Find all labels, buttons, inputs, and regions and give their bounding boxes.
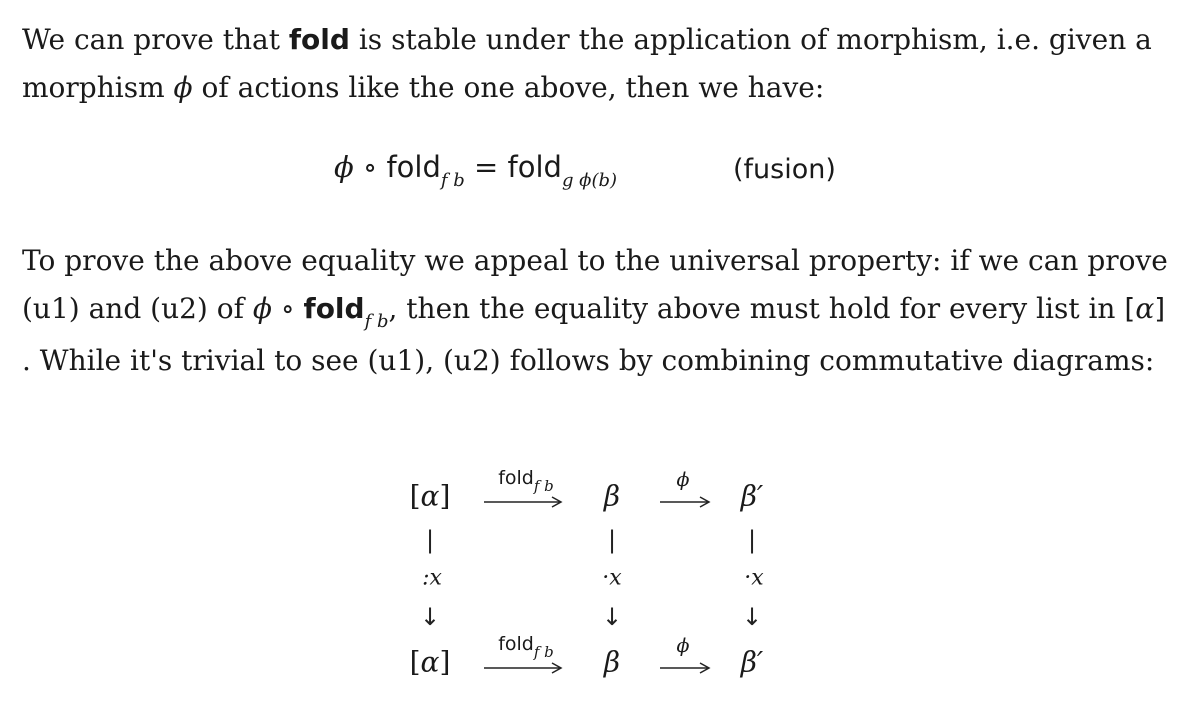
arrow-bottom-phi — [660, 662, 712, 674]
vertical-left-label: :x — [422, 565, 442, 591]
node-bottom-beta-prime: β′ — [740, 645, 764, 679]
proof-fold-sub: f b — [364, 311, 389, 332]
equation-tag: (fusion) — [733, 154, 836, 185]
node-bottom-list: [α] — [409, 645, 451, 679]
eq-fold-right: fold — [507, 150, 562, 184]
vertical-left-arrow: ↓ — [419, 603, 441, 631]
node-bottom-beta: β — [603, 645, 621, 679]
vertical-right-label: ·x — [744, 565, 764, 591]
arrow-top-fold-sub: f b — [533, 477, 554, 495]
arrow-top-fold — [484, 496, 564, 508]
vertical-left-bar: | — [425, 526, 435, 554]
node-top-beta: β — [603, 479, 621, 513]
arrow-top-phi-label: ϕ — [676, 469, 690, 491]
eq-compose: ∘ — [363, 150, 378, 184]
proof-text-2: , then the equality above must hold for every list in — [388, 292, 1116, 325]
proof-list-type: [α] — [1124, 292, 1166, 325]
eq-fold-left-sub: f b — [440, 170, 465, 191]
proof-compose: ∘ — [280, 292, 295, 325]
arrow-top-phi — [660, 496, 712, 508]
node-top-list: [α] — [409, 479, 451, 513]
eq-fold-right-sub: g ϕ(b) — [561, 170, 618, 191]
proof-fold: fold — [303, 292, 365, 325]
fusion-equation — [334, 150, 618, 191]
node-bottom-list-alpha: α — [420, 645, 440, 679]
eq-equals: = — [473, 150, 499, 184]
proof-text-1: To prove the above equality we appeal to the universal property: if we can prove (u1) and (u2) of — [22, 244, 1168, 325]
arrow-bottom-fold-text: fold — [498, 633, 534, 655]
intro-text-3: of actions like the one above, then we have: — [201, 71, 825, 104]
vertical-right-bar: | — [747, 526, 757, 554]
fold-keyword: fold — [288, 23, 350, 56]
node-top-beta-prime: β′ — [740, 479, 764, 513]
node-top-list-alpha: α — [420, 479, 440, 513]
paragraph-intro — [22, 16, 1182, 112]
vertical-right-arrow: ↓ — [741, 603, 763, 631]
intro-text-2: is stable under the application of morphism, i.e. given a morphism — [22, 23, 1152, 104]
vertical-mid-arrow: ↓ — [601, 603, 623, 631]
proof-phi: ϕ — [252, 292, 272, 325]
arrow-bottom-phi-label: ϕ — [676, 635, 690, 657]
vertical-mid-bar: | — [607, 526, 617, 554]
proof-text-3: . While it's trivial to see (u1), (u2) follows by combining commutative diagrams: — [22, 344, 1155, 377]
arrow-bottom-fold — [484, 662, 564, 674]
proof-list-alpha: α — [1135, 292, 1155, 325]
eq-fold-left: fold — [386, 150, 441, 184]
arrow-top-fold-text: fold — [498, 467, 534, 489]
eq-phi: ϕ — [334, 150, 354, 184]
intro-text-1: We can prove that — [22, 23, 280, 56]
vertical-mid-label: ·x — [602, 565, 622, 591]
paragraph-proof — [22, 237, 1182, 385]
arrow-bottom-fold-label — [498, 633, 554, 661]
phi-symbol: ϕ — [173, 71, 193, 104]
arrow-bottom-fold-sub: f b — [533, 643, 554, 661]
arrow-top-fold-label — [498, 467, 554, 495]
